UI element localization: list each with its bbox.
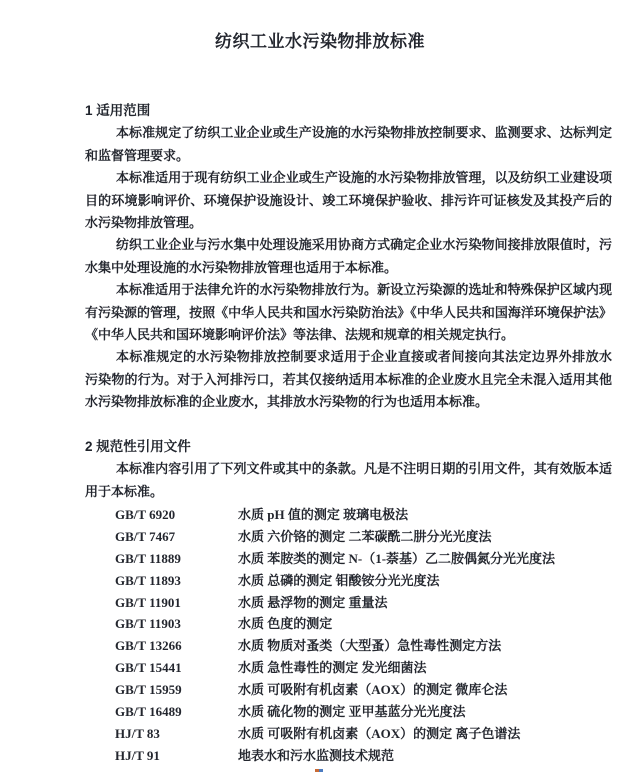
paragraph-line: 用于本标准。 — [85, 483, 164, 499]
document-title: 纺织工业水污染物排放标准 — [215, 32, 425, 51]
document-body — [85, 100, 612, 767]
reference-title: 水质 可吸附有机卤素（AOX）的测定 微库仑法 — [238, 682, 508, 698]
paragraph-line: 本标准适用于法律允许的水污染物排放行为。新设立污染源的选址和特殊保护区域内现 — [116, 282, 612, 298]
paragraph-line: 和监督管理要求。 — [85, 147, 190, 163]
section-1-heading: 1 适用范围 — [85, 103, 151, 118]
reference-row — [85, 701, 612, 723]
reference-code: GB/T 6920 — [115, 506, 176, 522]
reference-code: GB/T 15441 — [115, 660, 182, 676]
reference-code: GB/T 11893 — [115, 572, 181, 588]
reference-title: 水质 六价铬的测定 二苯碳酰二肼分光光度法 — [238, 528, 492, 544]
reference-row — [85, 679, 612, 701]
reference-row — [85, 526, 612, 548]
reference-code: GB/T 11889 — [115, 550, 181, 566]
reference-row — [85, 504, 612, 526]
paragraph-line: 本标准内容引用了下列文件或其中的条款。凡是不注明日期的引用文件，其有效版本适 — [116, 461, 612, 477]
reference-code: GB/T 11903 — [115, 616, 181, 632]
paragraph-line: 水污染物排放管理。 — [85, 215, 203, 231]
reference-row — [85, 723, 612, 745]
reference-code: GB/T 15959 — [115, 682, 182, 698]
reference-title: 水质 pH 值的测定 玻璃电极法 — [238, 506, 409, 522]
reference-row — [85, 613, 612, 635]
paragraph-line: 有污染源的管理，按照《中华人民共和国水污染防治法》《中华人民共和国海洋环境保护法》 — [85, 304, 612, 320]
paragraph-line: 纺织工业企业与污水集中处理设施采用协商方式确定企业水污染物间接排放限值时，污 — [116, 237, 612, 253]
reference-title: 水质 悬浮物的测定 重量法 — [238, 594, 388, 610]
reference-row — [85, 548, 612, 570]
paragraph-line: 水集中处理设施的水污染物排放管理也适用于本标准。 — [85, 259, 398, 275]
reference-title: 地表水和污水监测技术规范 — [238, 747, 395, 763]
reference-code: GB/T 13266 — [115, 638, 182, 654]
reference-title: 水质 色度的测定 — [238, 616, 333, 632]
reference-title: 水质 硫化物的测定 亚甲基蓝分光光度法 — [238, 704, 466, 720]
paragraph-line: 本标准规定的水污染物排放控制要求适用于企业直接或者间接向其法定边界外排放水 — [116, 349, 612, 365]
reference-code: GB/T 11901 — [115, 594, 181, 610]
reference-code: HJ/T 83 — [115, 725, 160, 741]
reference-title: 水质 苯胺类的测定 N-（1-萘基）乙二胺偶氮分光光度法 — [238, 550, 556, 566]
reference-code: GB/T 7467 — [115, 528, 176, 544]
reference-row — [85, 592, 612, 614]
reference-title: 水质 可吸附有机卤素（AOX）的测定 离子色谱法 — [238, 725, 521, 741]
reference-title: 水质 总磷的测定 钼酸铵分光光度法 — [238, 572, 440, 588]
paragraph-line: 本标准规定了纺织工业企业或生产设施的水污染物排放控制要求、监测要求、达标判定 — [116, 125, 612, 141]
section-2-heading: 2 规范性引用文件 — [85, 438, 191, 454]
normative-references-list — [85, 504, 612, 767]
reference-row — [85, 570, 612, 592]
reference-code: HJ/T 91 — [115, 747, 160, 763]
reference-code: GB/T 16489 — [115, 704, 182, 720]
paragraph-line: 水污染物排放标准的企业废水，其排放水污染物的行为也适用本标准。 — [85, 394, 489, 410]
paragraph-line: 本标准适用于现有纺织工业企业或生产设施的水污染物排放管理，以及纺织工业建设项 — [116, 170, 612, 186]
paragraph-line: 目的环境影响评价、环境保护设施设计、竣工环境保护验收、排污许可证核发及其投产后的 — [85, 192, 612, 208]
paragraph-line: 《中华人民共和国环境影响评价法》等法律、法规和规章的相关规定执行。 — [85, 327, 515, 343]
reference-row — [85, 657, 612, 679]
paragraph-line: 污染物的行为。对于入河排污口，若其仅接纳适用本标准的企业废水且完全未混入适用其他 — [85, 371, 612, 387]
reference-row — [85, 635, 612, 657]
reference-title: 水质 急性毒性的测定 发光细菌法 — [238, 660, 427, 676]
page-footer-mark — [315, 769, 323, 772]
reference-row — [85, 745, 612, 767]
reference-title: 水质 物质对蚤类（大型蚤）急性毒性测定方法 — [238, 638, 502, 654]
